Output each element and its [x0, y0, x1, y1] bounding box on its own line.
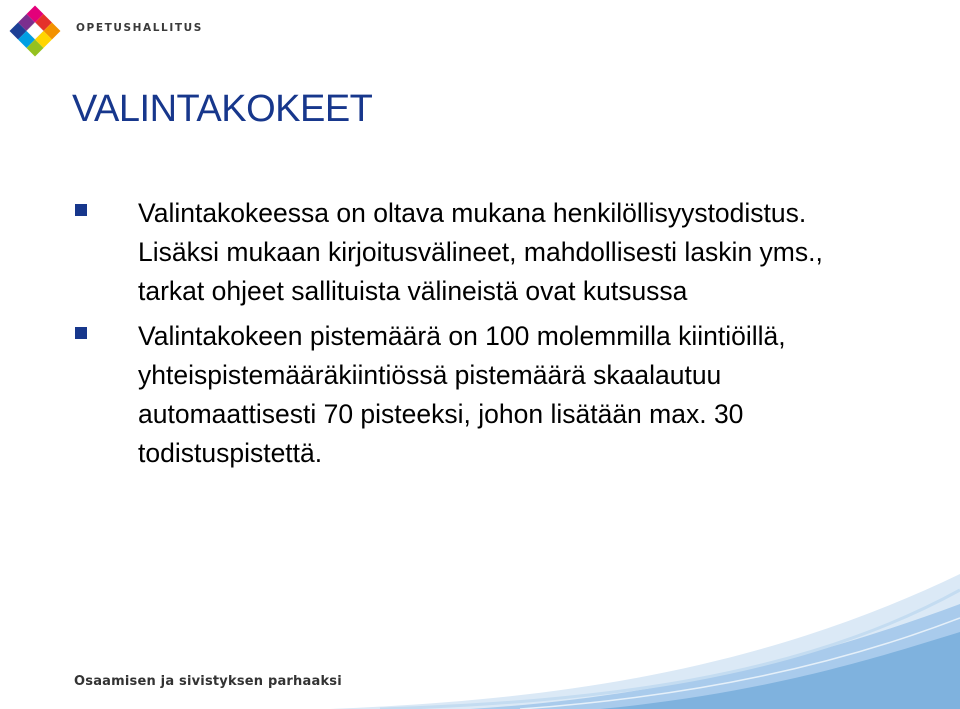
slide-title: VALINTAKOKEET: [72, 88, 373, 130]
square-bullet-icon: [75, 204, 87, 216]
bullet-list: [0, 194, 960, 479]
organization-name: OPETUSHALLITUS: [76, 22, 203, 34]
opetushallitus-logo-icon: [8, 4, 62, 58]
bullet-text: Valintakokeen pistemäärä on 100 molemmilla kiintiöillä, yhteispistemääräkiintiössä pistemäärä skaalautuu automaattisesti 70 pisteeksi, johon lisätään max. 30 todistuspistettä.: [138, 321, 786, 468]
bullet-item: [0, 194, 960, 311]
bullet-text: Valintakokeessa on oltava mukana henkilöllisyystodistus. Lisäksi mukaan kirjoitusvälineet, mahdollisesti laskin yms., tarkat ohjeet sallituista välineistä ovat kutsussa: [138, 198, 823, 306]
footer-slogan: Osaamisen ja sivistyksen parhaaksi: [74, 674, 342, 689]
square-bullet-icon: [75, 327, 87, 339]
bullet-item: [0, 317, 960, 473]
